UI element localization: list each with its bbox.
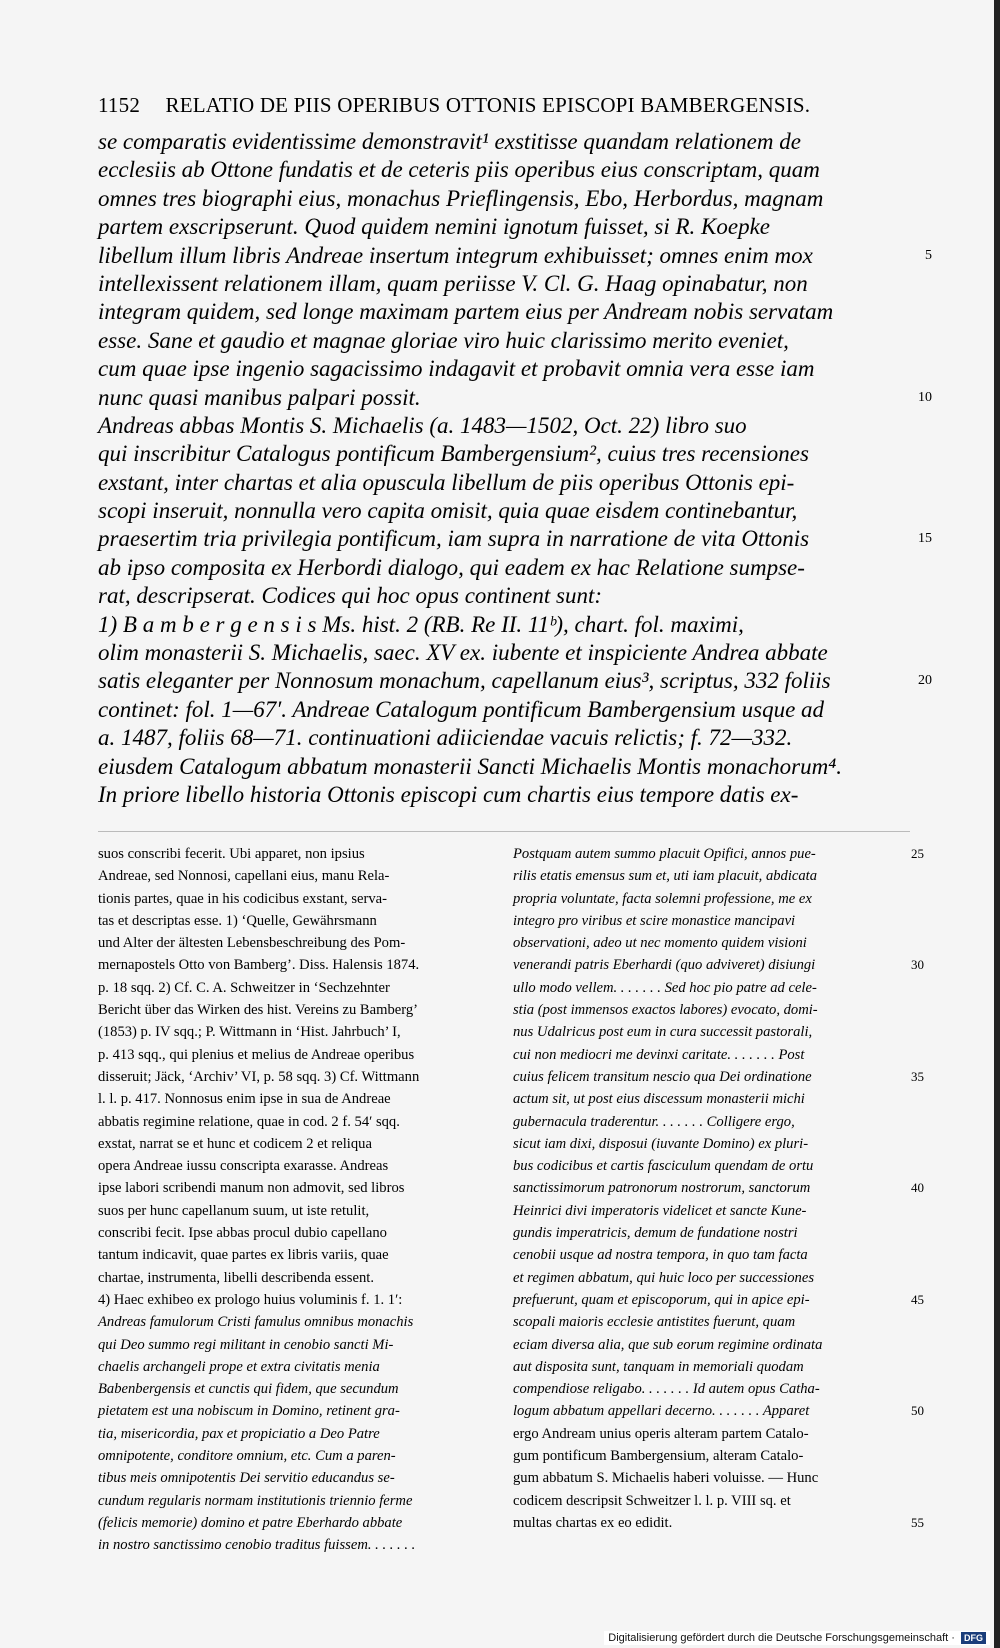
footnote-line (98, 1177, 479, 1199)
footnote-line (513, 1467, 906, 1489)
footnote-line (513, 1177, 924, 1199)
footnote-line (513, 865, 906, 887)
main-text-line (98, 554, 910, 582)
footnote-line (513, 1155, 906, 1177)
main-text-line-text: nunc quasi manibus palpari possit. (98, 384, 421, 410)
main-text-line-text: a. 1487, foliis 68—71. continuationi adiiciendae vacuis relictis; f. 72—332. (98, 725, 793, 751)
footnote-line (98, 1289, 479, 1311)
footnote-divider (98, 831, 910, 832)
main-text-line-text: Andreas abbas Montis S. Michaelis (a. 1483—1502, Oct. 22) libro suo (98, 412, 747, 438)
footnote-line-text: et regimen abbatum, qui huic loco per successiones (513, 1269, 815, 1286)
main-text-line (98, 128, 910, 156)
line-number: 15 (918, 531, 932, 547)
main-text-line (98, 440, 910, 468)
footnote-line-text: qui Deo summo regi militant in cenobio sancti Mi- (98, 1336, 394, 1353)
digitization-credit (604, 1631, 990, 1645)
footnote-line-text: pietatem est una nobiscum in Domino, retinent gra- (98, 1403, 400, 1420)
footnote-line (98, 1111, 479, 1133)
main-text-line-text: integram quidem, sed longe maximam partem eius per Andream nobis servatam (98, 299, 834, 325)
main-text-line-text: 1) B a m b e r g e n s i s Ms. hist. 2 (RB. Re II. 11ᵇ), chart. fol. maximi, (98, 611, 744, 637)
footnote-line-text: tas et descriptas esse. 1) ‘Quelle, Gewährsmann (98, 912, 377, 929)
footnote-line (513, 1133, 906, 1155)
main-text-line (98, 781, 910, 809)
footnote-line (513, 843, 924, 865)
footnote-line (98, 888, 479, 910)
footnote-line-text: observationi, adeo ut nec momento quidem visioni (513, 935, 807, 952)
footnote-line (513, 977, 906, 999)
footnote-line-text: und Alter der ältesten Lebensbeschreibung des Pom- (98, 935, 406, 952)
main-text-line (98, 384, 932, 412)
footnote-line (513, 932, 906, 954)
footnote-line (513, 1445, 906, 1467)
footnote-line (98, 1044, 479, 1066)
main-text-line (98, 412, 910, 440)
footnote-line (98, 1088, 479, 1110)
header-title: RELATIO DE PIIS OPERIBUS OTTONIS EPISCOPI BAMBERGENSIS. (165, 93, 811, 117)
footnote-line (98, 1066, 479, 1088)
footnote-line-text: tibus meis omnipotentis Dei servitio educandus se- (98, 1470, 395, 1487)
footnote-line-text: gundis imperatricis, demum de fundatione nostri (513, 1225, 798, 1242)
footnote-line-text: propria voluntate, facta solemni professione, me ex (513, 890, 812, 907)
main-text-line (98, 667, 932, 695)
main-text-line (98, 696, 910, 724)
line-number: 5 (925, 247, 932, 263)
footnote-line-text: gum pontificum Bambergensium, alteram Catalo- (513, 1448, 804, 1465)
main-text-line-text: scopi inseruit, nonnulla vero capita omisit, quia quae eisdem continebantur, (98, 498, 798, 524)
footnote-line (98, 1445, 479, 1467)
footnote-line-text: omnipotente, conditore omnium, etc. Cum a paren- (98, 1448, 396, 1465)
main-text-line-text: omnes tres biographi eius, monachus Prieflingensis, Ebo, Herbordus, magnam (98, 185, 824, 211)
main-text-line (98, 327, 910, 355)
footnote-line (98, 1467, 479, 1489)
footnote-line (98, 865, 479, 887)
line-number: 55 (911, 1514, 924, 1530)
dfg-logo: DFG (961, 1632, 986, 1644)
footnote-line (98, 1267, 479, 1289)
footnote-line (98, 843, 479, 865)
footnote-line-text: stia (post immensos exactos labores) evocato, domi- (513, 1002, 818, 1019)
footnote-line (513, 1021, 906, 1043)
main-text-line-text: partem exscripserunt. Quod quidem nemini ignotum fuisset, si R. Koepke (98, 214, 771, 240)
footnote-line-text: chaelis archangeli prope et extra civitatis menia (98, 1358, 380, 1375)
footnote-line-text: Babenbergensis et cunctis qui fidem, que secundum (98, 1381, 399, 1398)
footnote-line (98, 932, 479, 954)
footnote-line (513, 999, 906, 1021)
main-text-line-text: cum quae ipse ingenio sagacissimo indagavit et probavit omnia vera esse iam (98, 356, 815, 382)
line-number: 40 (911, 1180, 924, 1196)
footnote-line-text: l. l. p. 417. Nonnosus enim ipse in sua de Andreae (98, 1091, 391, 1108)
footnote-line (513, 1289, 924, 1311)
footnote-line (98, 954, 479, 976)
main-text-line (98, 469, 910, 497)
footnote-line (513, 954, 924, 976)
footnote-line-text: Postquam autem summo placuit Opifici, annos pue- (513, 846, 816, 862)
footnote-line-text: mernapostels Otto von Bamberg’. Diss. Halensis 1874. (98, 957, 420, 974)
footnote-line (98, 910, 479, 932)
footnote-line-text: multas chartas ex eo edidit. (513, 1514, 673, 1531)
footnote-line-text: codicem descripsit Schweitzer l. l. p. VIII sq. et (513, 1492, 791, 1509)
footnote-line-text: aut disposita sunt, tanquam in memoriali quodam (513, 1358, 804, 1375)
main-text-line-text: exstant, inter chartas et alia opuscula libellum de piis operibus Ottonis epi- (98, 469, 795, 495)
footnote-line (513, 1244, 906, 1266)
footnote-line-text: (1853) p. IV sqq.; P. Wittmann in ‘Hist. Jahrbuch’ I, (98, 1024, 401, 1041)
footnote-line-text: suos conscribi fecerit. Ubi apparet, non ipsius (98, 846, 365, 862)
line-number: 20 (918, 673, 932, 689)
footnote-line (98, 1222, 479, 1244)
footnote-line (513, 1512, 924, 1534)
footnote-line-text: Heinrici divi imperatoris videlicet et sancte Kune- (513, 1202, 807, 1219)
main-text-line (98, 724, 910, 752)
footnote-line-text: tia, misericordia, pax et propiciatio a Deo Patre (98, 1425, 380, 1442)
footnote-line (98, 1400, 479, 1422)
footnote-line (513, 1267, 906, 1289)
footnote-line-text: logum abbatum appellari decerno. . . . . . . Apparet (513, 1403, 810, 1420)
main-text-line-text: olim monasterii S. Michaelis, saec. XV ex. iubente et inspiciente Andrea abbate (98, 640, 828, 666)
footnote-line-text: gubernacula traderentur. . . . . . . Colligere ergo, (513, 1113, 795, 1130)
footnote-line (98, 1334, 479, 1356)
footnote-line (98, 1356, 479, 1378)
main-text-line (98, 525, 932, 553)
line-number: 10 (918, 389, 932, 405)
page-number: 1152 (98, 93, 141, 117)
footnote-line-text: chartae, instrumenta, libelli describenda essent. (98, 1269, 374, 1286)
footnote-line (513, 1400, 924, 1422)
footnote-line (98, 1311, 479, 1333)
footnote-line (513, 1423, 906, 1445)
footnote-line (98, 1490, 479, 1512)
main-text-line (98, 156, 910, 184)
footnote-line-text: sicut iam dixi, disposui (iuvante Domino) ex pluri- (513, 1135, 809, 1152)
main-text-line (98, 298, 910, 326)
footnote-line-text: eciam diversa alia, que sub eorum regimine ordinata (513, 1336, 823, 1353)
footnote-line-text: sanctissimorum patronorum nostrorum, sanctorum (513, 1180, 811, 1197)
main-text-line-text: satis eleganter per Nonnosum monachum, capellanum eius³, scriptus, 332 foliis (98, 668, 831, 694)
main-text-line-text: ecclesiis ab Ottone fundatis et de ceteris piis operibus eius conscriptam, quam (98, 157, 820, 183)
footnote-line-text: prefuerunt, quam et episcoporum, qui in apice epi- (513, 1291, 810, 1308)
footnote-line-text: ergo Andream unius operis alteram partem Catalo- (513, 1425, 809, 1442)
footnote-line-text: Bericht über das Wirken des hist. Vereins zu Bamberg’ (98, 1002, 418, 1019)
footnote-line-text: actum sit, ut post eius discessum monasterii michi (513, 1091, 805, 1108)
footnote-line-text: cundum regularis normam institutionis triennio ferme (98, 1492, 413, 1509)
footnote-line (513, 1311, 906, 1333)
footnotes-left-column (98, 843, 479, 1557)
footnote-line (513, 1490, 906, 1512)
footnote-line-text: compendiose religabo. . . . . . . Id autem opus Catha- (513, 1381, 820, 1398)
footnote-line (513, 1334, 906, 1356)
footnote-line-text: cui non mediocri me devinxi caritate. . . . . . . Post (513, 1046, 805, 1063)
footnote-line (98, 1021, 479, 1043)
footnote-line-text: conscribi fecit. Ipse abbas procul dubio capellano (98, 1225, 387, 1242)
main-text-line (98, 270, 910, 298)
footnote-line (513, 1356, 906, 1378)
footnote-line (513, 1378, 906, 1400)
footnote-line-text: Andreae, sed Nonnosi, capellani eius, manu Rela- (98, 868, 390, 885)
footnote-line-text: integro pro viribus et scire monastice mancipavi (513, 912, 796, 929)
footnote-line (98, 1133, 479, 1155)
footnote-line (513, 1222, 906, 1244)
main-text-line (98, 185, 910, 213)
main-text-line (98, 639, 910, 667)
footnote-line-text: ipse labori scribendi manum non admovit, sed libros (98, 1180, 405, 1197)
footnote-line-text: (felicis memorie) domino et patre Eberhardo abbate (98, 1514, 403, 1531)
main-text-line (98, 753, 910, 781)
footnote-line-text: tionis partes, quae in his codicibus exstant, serva- (98, 890, 387, 907)
footnote-line-text: suos per hunc capellanum suum, ut iste retulit, (98, 1202, 370, 1219)
main-text-line-text: libellum illum libris Andreae insertum integrum exhibuisset; omnes enim mox (98, 242, 813, 268)
footnote-line (513, 1066, 924, 1088)
footnote-line-text: bus codicibus et cartis fasciculum quendam de ortu (513, 1158, 814, 1175)
main-text-line-text: esse. Sane et gaudio et magnae gloriae viro huic clarissimo merito eveniet, (98, 327, 789, 353)
footnote-line (98, 1200, 479, 1222)
main-text-line (98, 582, 910, 610)
footnote-line-text: cenobii usque ad nostra tempora, in quo tam facta (513, 1247, 808, 1264)
footnote-line-text: in nostro sanctissimo cenobio traditus fuissem. . . . . . . (98, 1537, 416, 1554)
main-text-line (98, 497, 910, 525)
footnote-line (513, 1200, 906, 1222)
footnote-line (98, 1378, 479, 1400)
main-text-line-text: rat, descripserat. Codices qui hoc opus continent sunt: (98, 583, 603, 609)
footnote-line-text: p. 18 sqq. 2) Cf. C. A. Schweitzer in ‘Sechzehnter (98, 979, 390, 996)
footnote-line (98, 1423, 479, 1445)
footnote-line-text: 4) Haec exhibeo ex prologo huius voluminis f. 1. 1′: (98, 1291, 403, 1308)
line-number: 25 (911, 846, 924, 861)
main-text-line (98, 213, 910, 241)
main-text-line-text: eiusdem Catalogum abbatum monasterii Sancti Michaelis Montis monachorum⁴. (98, 753, 842, 779)
main-text-line (98, 242, 932, 270)
main-text-line-text: In priore libello historia Ottonis episcopi cum chartis eius tempore datis ex- (98, 781, 799, 807)
footnote-line-text: disseruit; Jäck, ‘Archiv’ VI, p. 58 sqq. 3) Cf. Wittmann (98, 1068, 420, 1085)
footnote-line (513, 1111, 906, 1133)
credit-text: Digitalisierung gefördert durch die Deutsche Forschungsgemeinschaft · (608, 1632, 955, 1644)
main-text-line-text: se comparatis evidentissime demonstravit¹ exstitisse quandam relationem de (98, 129, 801, 154)
footnote-line (98, 1244, 479, 1266)
footnote-line (98, 1155, 479, 1177)
footnote-line-text: nus Udalricus post eum in cura successit pastorali, (513, 1024, 813, 1041)
footnote-line-text: gum abbatum S. Michaelis haberi voluisse. — Hunc (513, 1470, 819, 1487)
main-text-line-text: ab ipso composita ex Herbordi dialogo, qui eadem ex hac Relatione sumpse- (98, 554, 805, 580)
running-header (98, 93, 858, 118)
footnote-line-text: abbatis regimine relatione, quae in cod. 2 f. 54′ sqq. (98, 1113, 400, 1130)
footnote-line-text: ullo modo vellem. . . . . . . Sed hoc pio patre ad cele- (513, 979, 817, 996)
line-number: 45 (911, 1291, 924, 1307)
footnote-line-text: rilis etatis emensus sum et, uti iam placuit, abdicata (513, 868, 818, 885)
footnote-line-text: scopali maioris ecclesie antistites fuerunt, quam (513, 1314, 796, 1331)
footnote-line-text: cuius felicem transitum nescio qua Dei ordinatione (513, 1068, 812, 1085)
footnote-line (513, 888, 906, 910)
footnote-line-text: tantum indicavit, quae partes ex libris variis, quae (98, 1247, 389, 1264)
footnote-line-text: exstat, narrat se et hunc et codicem 2 et reliqua (98, 1135, 372, 1152)
footnote-line (513, 910, 906, 932)
main-text-line (98, 611, 910, 639)
main-text (98, 128, 932, 809)
footnote-line (513, 1088, 906, 1110)
footnote-line (98, 999, 479, 1021)
main-text-line-text: intellexissent relationem illam, quam periisse V. Cl. G. Haag opinabatur, non (98, 270, 808, 296)
footnote-line-text: Andreas famulorum Cristi famulus omnibus monachis (98, 1314, 414, 1331)
footnote-line (98, 1512, 479, 1534)
line-number: 50 (911, 1403, 924, 1419)
main-text-line (98, 355, 910, 383)
main-text-line-text: praesertim tria privilegia pontificum, iam supra in narratione de vita Ottonis (98, 526, 810, 552)
footnote-line (98, 977, 479, 999)
footnotes-right-column (513, 843, 924, 1534)
footnote-line-text: venerandi patris Eberhardi (quo adviveret) disiungi (513, 957, 816, 974)
main-text-line-text: continet: fol. 1—67′. Andreae Catalogum pontificum Bambergensium usque ad (98, 696, 825, 722)
footnote-line-text: p. 413 sqq., qui plenius et melius de Andreae operibus (98, 1046, 415, 1063)
footnote-line (98, 1534, 479, 1556)
line-number: 35 (911, 1068, 924, 1084)
line-number: 30 (911, 957, 924, 973)
main-text-line-text: qui inscribitur Catalogus pontificum Bambergensium², cuius tres recensiones (98, 441, 809, 467)
footnote-line (513, 1044, 906, 1066)
footnote-line-text: opera Andreae iussu conscripta exarasse. Andreas (98, 1158, 389, 1175)
